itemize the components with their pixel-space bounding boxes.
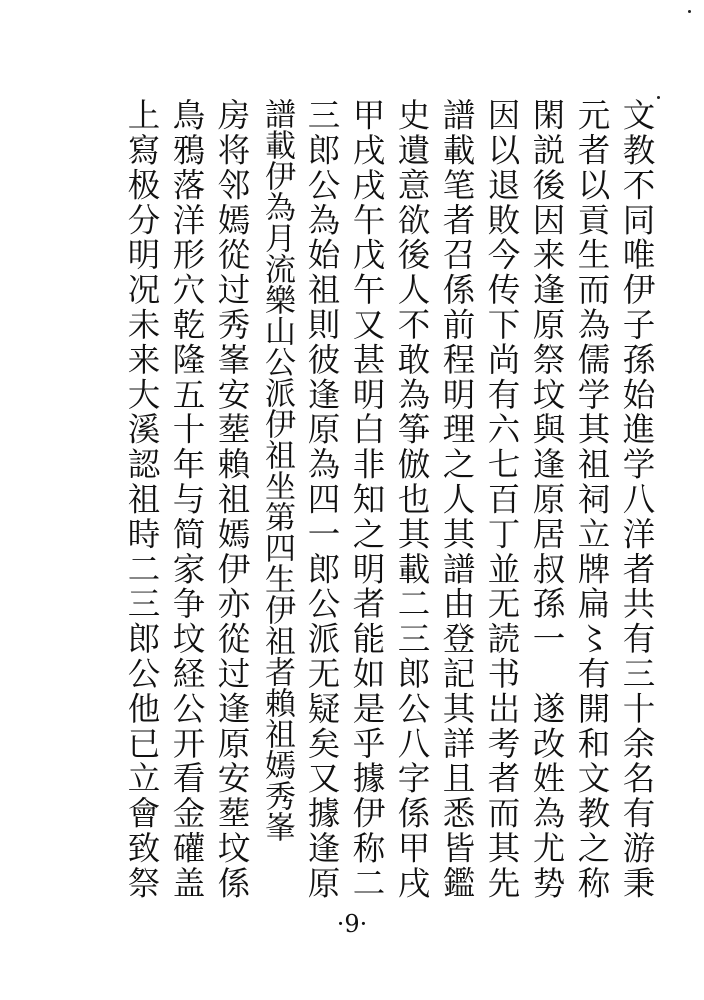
text-column-3: 閑説後因来逢原祭坟與逢原居叔孫一 遂改姓為尤势 — [528, 98, 566, 901]
page-number: ·9· — [336, 910, 368, 938]
text-column-5: 譜載笔者召係前程明理之人其譜由登記其詳且悉皆鑑 — [438, 98, 476, 901]
text-column-8: 三郎公為始祖則彼逢原為四一郎公派无疑矣又據逢原 — [303, 98, 341, 901]
text-column-7: 甲戌戌午戊午又甚明白非知之明者能如是乎據伊称二 — [348, 98, 386, 901]
text-column-9: 譜載伊為月流樂山公派伊祖坐第四生伊祖者賴祖嫣秀峯 — [259, 98, 295, 842]
text-column-4: 因以退敗今传下尚有六七百丁並无読书岀考者而其先 — [483, 98, 521, 901]
text-column-1: 文教不同唯伊子孫始進学八洋者共有三十余名有游秉 — [618, 98, 656, 901]
text-column-10: 房将邻嫣從过秀峯安塟賴祖嫣伊亦從过逢原安塟坟係 — [213, 98, 251, 901]
text-column-11: 鳥鴉落洋形穴乾隆五十年与简家争坟経公开看金礶盖 — [168, 98, 206, 901]
text-column-6: 史遺意欲後人不敢為筝倣也其載二三郎公八字係甲戌 — [393, 98, 431, 901]
scan-speck — [688, 10, 691, 13]
text-column-12: 上寫极分明况未来大溪認祖時二三郎公他已立會致祭 — [123, 98, 161, 901]
scan-speck — [657, 96, 660, 99]
text-column-2: 元者以貢生而為儒学其祖祠立牌扁〻有開和文教之称 — [573, 98, 611, 901]
